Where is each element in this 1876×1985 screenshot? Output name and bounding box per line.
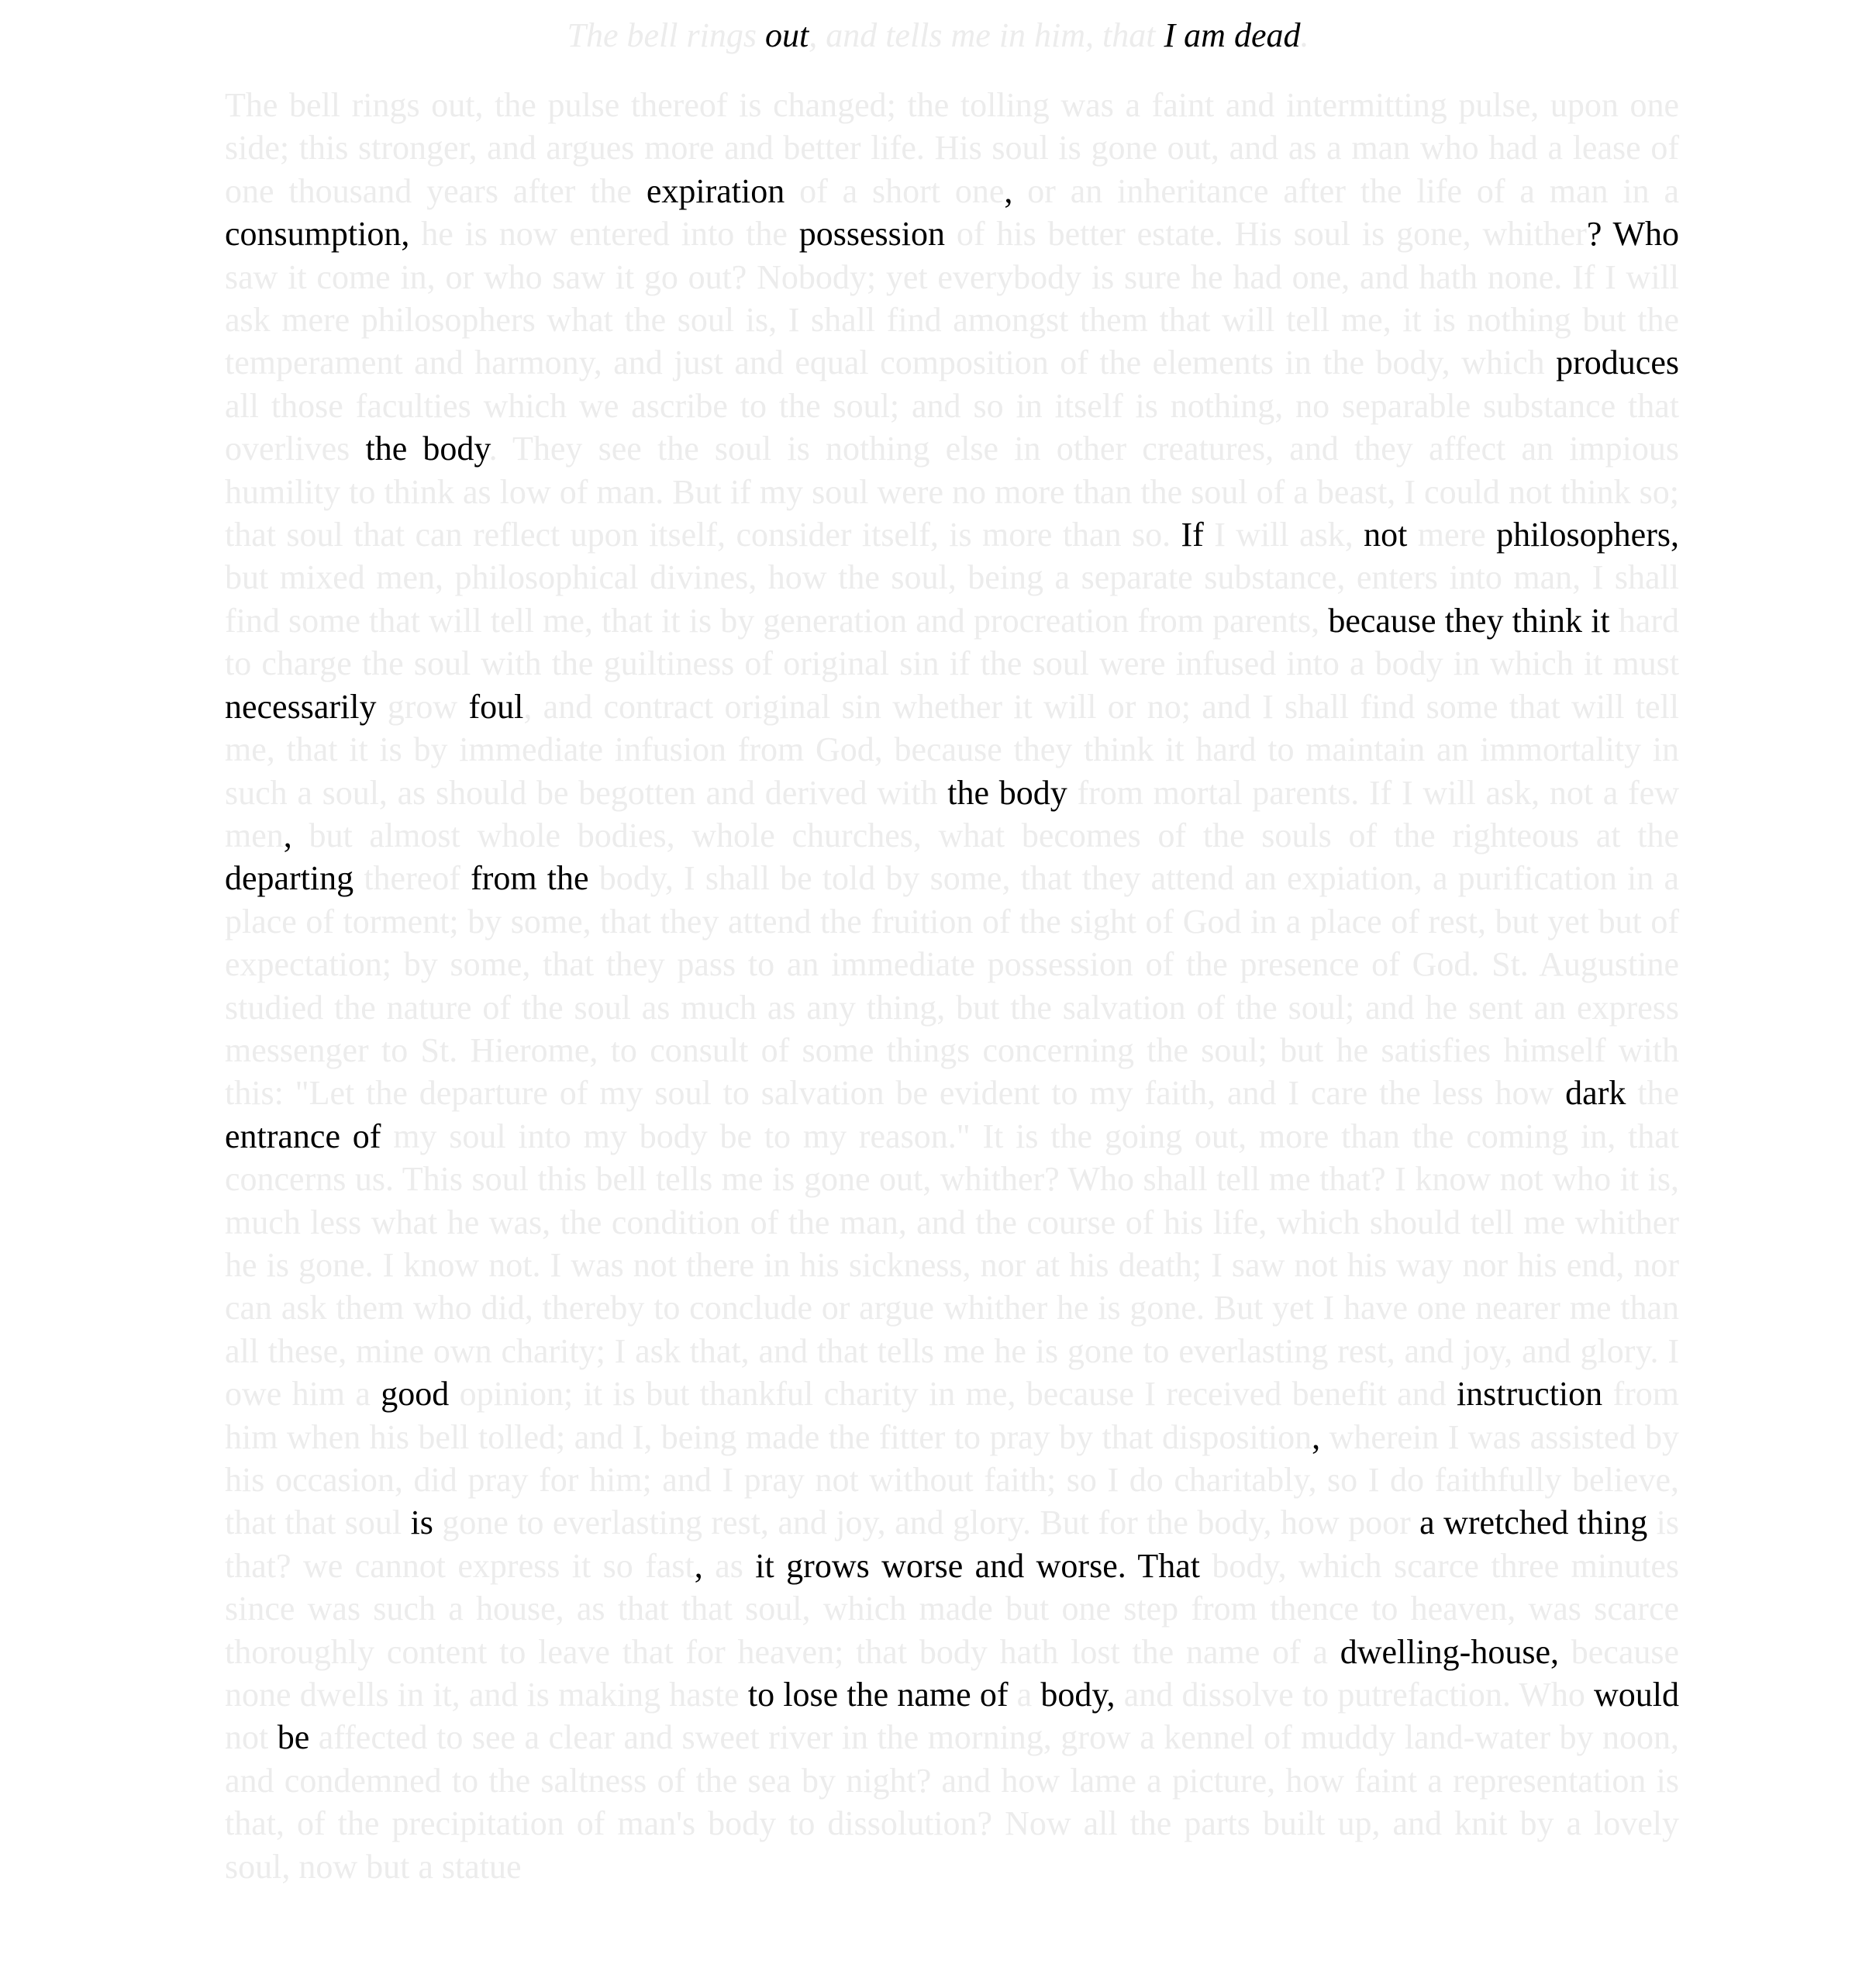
faded-text: my soul into my body be to my reason." It is the going out, more than the coming in, that concerns us. This soul this bell tells me is gone out, whither? Who shall tell me that? I know not who it is, much less what he was, the condition of the man, and the course of his life, which should tell me whither he is gone. I know not. I was not there in his sickness, nor at his death; I saw not his way nor his end, nor can ask them who did, thereby to conclude or argue whither he is gone. But yet I have one nearer me than all these, mine own charity; I ask that, and that tells me he is gone to everlasting rest, and joy, and glory. I owe him a [225,1117,1679,1414]
faded-text: saw it come in, or who saw it go out? Nobody; yet everybody is sure he had one, and hath none. If I will ask mere philosophers what the soul is, I shall find amongst them that will tell me, it is nothing but the temperament and harmony, and just and equal composition of the elements in the body, which [225,257,1679,382]
faded-text: I will ask, [1203,516,1364,554]
faded-text: from mortal parents. If I will ask, not a few men [225,773,1679,854]
faded-text: hard to charge the soul with the guiltiness of original sin if the soul were infused into a body in which it must [225,601,1679,683]
faded-text: or an inheritance after the life of a man in a [1012,171,1679,210]
kept-word: If [1181,516,1204,554]
faded-text: The bell rings [567,16,765,54]
kept-word: dark [1565,1074,1626,1113]
faded-text: not [225,1718,278,1757]
kept-word: philosophers, [1496,516,1679,554]
faded-text: because none dwells in it, and is making haste [225,1632,1680,1714]
kept-word: would [1594,1676,1680,1714]
faded-text: body, which scarce three minutes since was such a house, as that that soul, which made but one step from thence to heaven, was scarce thoroughly content to leave that for heaven; that body hath lost the name of a [225,1546,1680,1671]
kept-word: departing [225,859,354,898]
kept-word: foul [468,687,524,726]
faded-text: , and tells me in him, that [809,16,1164,54]
kept-word: the body [947,773,1067,812]
faded-text: from him when his bell tolled; and I, being made the fitter to pray by that disposition [225,1375,1679,1456]
kept-word: I am dead [1164,16,1301,54]
poem-body-text [225,84,1679,1888]
faded-text: as [702,1546,756,1585]
faded-text: . [1300,16,1309,54]
faded-text: thereof [353,859,471,898]
kept-word: expiration [646,171,785,210]
faded-text: of his better estate. His soul is gone, whither [944,215,1587,254]
faded-text: and dissolve to putrefaction. Who [1115,1676,1595,1714]
kept-word: produces [1556,343,1679,382]
kept-word: not [1364,516,1408,554]
faded-text: mere [1407,516,1497,554]
faded-text: but almost whole bodies, whole churches, what becomes of the souls of the righteous at the [291,816,1679,854]
kept-word: the body [365,430,489,468]
faded-text: gone to everlasting rest, and joy, and glory. But for the body, how poor [433,1503,1420,1542]
kept-word: good [381,1375,450,1414]
faded-text: a [1008,1676,1041,1714]
faded-text: . They see the soul is nothing else in other creatures, and they affect an impious humility to think as low of man. But if my soul were no more than the soul of a beast, I could not think so; that soul that can reflect upon itself, consider itself, is more than so. [225,430,1679,554]
kept-word: consumption, [225,215,410,254]
faded-text: of a short one [785,171,1005,210]
kept-word: body, [1040,1676,1116,1714]
faded-text: opinion; it is but thankful charity in me, because I received benefit and [449,1375,1457,1414]
kept-word: dwelling-house, [1340,1632,1559,1671]
faded-text: all those faculties which we ascribe to the soul; and so in itself is nothing, no separable substance that overlives [225,386,1679,468]
kept-word: it grows worse and worse. That [755,1546,1200,1585]
kept-word: to lose the name of [747,1676,1009,1714]
faded-text: affected to see a clear and sweet river in the morning, grow a kennel of muddy land-water by noon, and condemned to the saltness of the sea by night? and how lame a picture, how faint a representation is that, of the precipitation of man's body to dissolution? Now all the parts built up, and knit by a lovely soul, now but a statue [225,1718,1679,1886]
faded-text: is that? we cannot express it so fast [225,1503,1680,1585]
kept-word: is [410,1503,433,1542]
faded-text: but mixed men, philosophical divines, how the soul, being a separate substance, enters into man, I shall find some that will tell me, that it is by generation and procreation from parents, [225,558,1679,640]
kept-word: necessarily [225,687,377,726]
kept-word: instruction [1456,1375,1603,1414]
faded-text: body, I shall be told by some, that they attend an expiation, a purification in a place of torment; by some, that they attend the fruition of the sight of God in a place of rest, but yet but of expectation; by some, that they pass to an immediate possession of the presence of God. St. Augustine studied the nature of the soul as much as any thing, but the salvation of the soul; and he sent an express messenger to St. Hierome, to consult of some things concerning the soul; but he satisfies himself with this: "Let the departure of my soul to salvation be evident to my faith, and I care the less how [225,859,1679,1113]
kept-word: , [694,1546,703,1585]
kept-word: a wretched thing [1419,1503,1648,1542]
faded-text: grow [376,687,469,726]
kept-word: out [764,16,809,54]
faded-text: the [1626,1074,1679,1113]
kept-word: , [1312,1417,1321,1456]
kept-word: because they think it [1328,601,1610,640]
kept-word: from the [471,859,589,898]
kept-word: be [277,1718,310,1757]
kept-word: possession [798,215,945,254]
faded-text: , and contract original sin whether it will or no; and I shall find some that will tell me, that it is by immediate infusion from God, because they think it hard to maintain an immortality in such a soul, as should be begotten and derived with [225,687,1679,812]
faded-text: he is now entered into the [409,215,799,254]
kept-word: entrance of [225,1117,381,1155]
faded-text: The bell rings out, the pulse thereof is changed; the tolling was a faint and intermitting pulse, upon one side; this stronger, and argues more and better life. His soul is gone out, and as a man who had a lease of one thousand years after the [225,86,1679,210]
poem-title [0,11,1876,60]
faded-text: wherein I was assisted by his occasion, did pray for him; and I pray not without faith; so I do charitably, so I do faithfully believe, that that soul [225,1417,1679,1542]
kept-word: , [283,816,292,854]
kept-word: ? Who [1586,215,1680,254]
kept-word: , [1004,171,1013,210]
